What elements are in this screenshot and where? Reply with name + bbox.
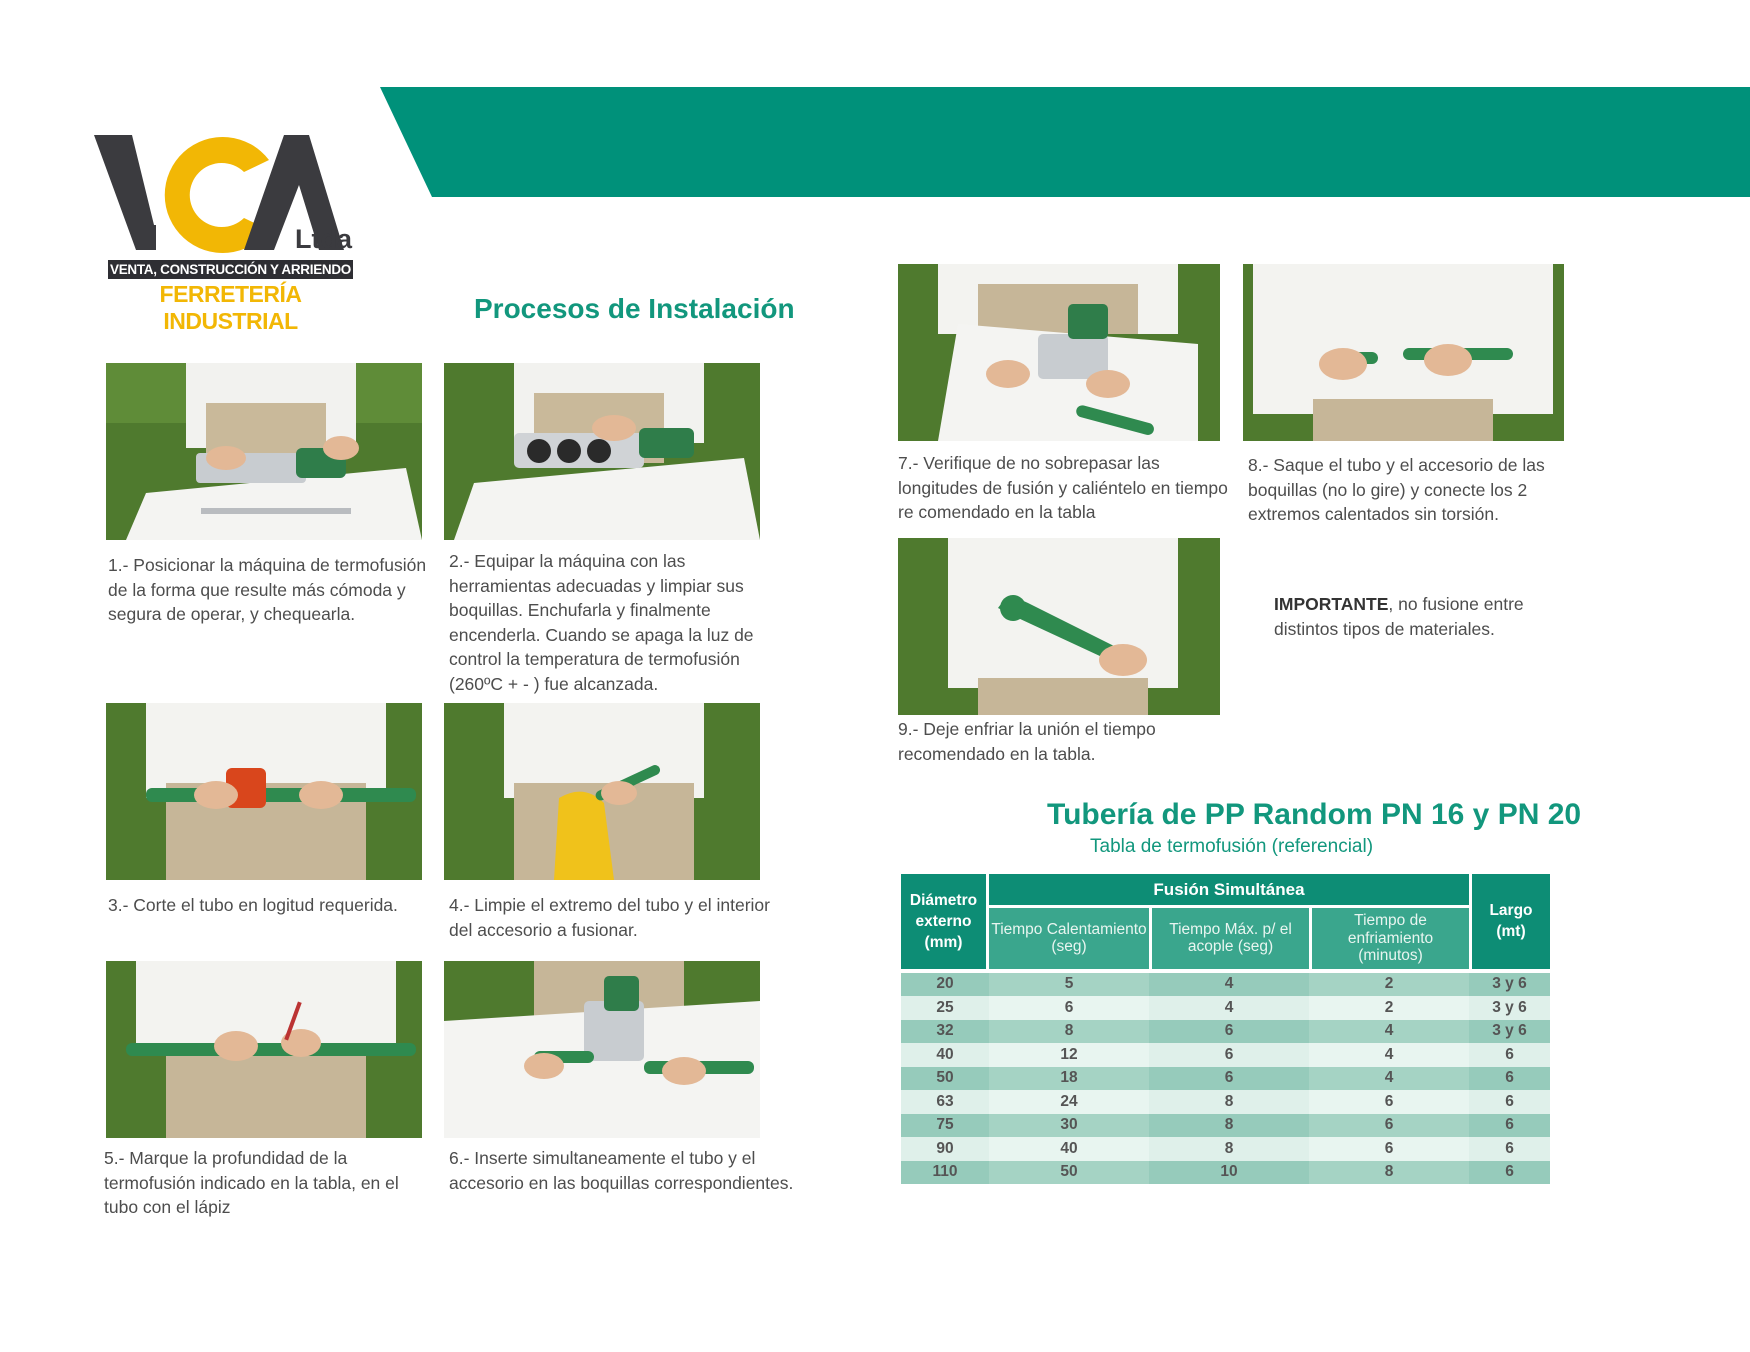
table-row — [901, 1067, 1550, 1091]
cell-max: 8 — [1149, 1090, 1309, 1114]
cell-max: 6 — [1149, 1067, 1309, 1091]
table-title: Tubería de PP Random PN 16 y PN 20 — [1047, 798, 1582, 831]
cell-diameter: 63 — [901, 1090, 989, 1114]
cell-diameter: 40 — [901, 1043, 989, 1067]
cell-length: 3 y 6 — [1469, 973, 1550, 997]
col-max-header: Tiempo Máx. p/ el acople (seg) — [1149, 908, 1309, 969]
cell-cool: 6 — [1309, 1137, 1469, 1161]
cell-heat: 8 — [989, 1020, 1149, 1044]
cell-diameter: 25 — [901, 996, 989, 1020]
step-2-caption: 2.- Equipar la máquina con las herramientas adecuadas y limpiar sus boquillas. Enchufarla y finalmente encenderla. Cuando se apaga la luz de control la temperatura de termofusión (260ºC + - ) fue alcanzada. — [449, 551, 754, 694]
cell-diameter: 90 — [901, 1137, 989, 1161]
header-banner — [380, 87, 1750, 197]
cell-diameter: 32 — [901, 1020, 989, 1044]
cell-heat: 40 — [989, 1137, 1149, 1161]
step-1-photo — [106, 363, 422, 540]
col-heat-header: Tiempo Calentamiento (seg) — [989, 908, 1149, 969]
cell-max: 6 — [1149, 1043, 1309, 1067]
step-8-caption: 8.- Saque el tubo y el accesorio de las boquillas (no lo gire) y conecte los 2 extremos calentados sin torsión. — [1248, 455, 1545, 524]
cell-length: 6 — [1469, 1043, 1550, 1067]
cell-diameter: 110 — [901, 1161, 989, 1185]
cell-length: 3 y 6 — [1469, 1020, 1550, 1044]
table-subtitle: Tabla de termofusión (referencial) — [1090, 836, 1374, 857]
cell-cool: 4 — [1309, 1043, 1469, 1067]
step-2-photo — [444, 363, 760, 540]
cell-diameter: 20 — [901, 973, 989, 997]
cell-max: 8 — [1149, 1137, 1309, 1161]
cell-heat: 5 — [989, 973, 1149, 997]
cell-length: 3 y 6 — [1469, 996, 1550, 1020]
important-text: , no fusione entre distintos tipos de materiales. — [1274, 594, 1524, 639]
cell-max: 6 — [1149, 1020, 1309, 1044]
logo-subtitle: FERRETERÍA INDUSTRIAL — [159, 281, 302, 334]
step-6-photo — [444, 961, 760, 1138]
cell-heat: 24 — [989, 1090, 1149, 1114]
step-5-photo — [106, 961, 422, 1138]
cell-heat: 12 — [989, 1043, 1149, 1067]
cell-max: 4 — [1149, 996, 1309, 1020]
important-label: IMPORTANTE — [1274, 594, 1389, 614]
cell-length: 6 — [1469, 1161, 1550, 1185]
cell-length: 6 — [1469, 1114, 1550, 1138]
cell-length: 6 — [1469, 1137, 1550, 1161]
col-cool-header: Tiempo de enfriamiento (minutos) — [1309, 908, 1469, 969]
important-note — [1274, 592, 1554, 641]
col-length-header: Largo (mt) — [1469, 874, 1550, 969]
step-1-caption: 1.- Posicionar la máquina de termofusión de la forma que resulte más cómoda y segura de operar, y chequearla. — [108, 555, 427, 624]
step-9-photo — [898, 538, 1220, 715]
step-6-caption: 6.- Inserte simultaneamente el tubo y el accesorio en las boquillas correspondientes. — [449, 1148, 794, 1193]
table-row — [901, 1020, 1550, 1044]
cell-length: 6 — [1469, 1090, 1550, 1114]
step-9-caption: 9.- Deje enfriar la unión el tiempo recomendado en la tabla. — [898, 719, 1156, 764]
col-diameter-header: Diámetro externo (mm) — [901, 874, 989, 969]
cell-max: 10 — [1149, 1161, 1309, 1185]
step-8-photo — [1243, 264, 1564, 441]
table-row — [901, 1090, 1550, 1114]
cell-max: 4 — [1149, 973, 1309, 997]
step-4-caption: 4.- Limpie el extremo del tubo y el interior del accesorio a fusionar. — [449, 895, 770, 940]
step-3-caption: 3.- Corte el tubo en logitud requerida. — [108, 895, 398, 915]
cell-max: 8 — [1149, 1114, 1309, 1138]
col-group-header: Fusión Simultánea — [989, 874, 1469, 908]
cell-heat: 6 — [989, 996, 1149, 1020]
cell-heat: 50 — [989, 1161, 1149, 1185]
cell-cool: 4 — [1309, 1067, 1469, 1091]
section-title: Procesos de Instalación — [474, 293, 795, 324]
step-3-photo — [106, 703, 422, 880]
cell-cool: 2 — [1309, 973, 1469, 997]
logo-tagline: VENTA, CONSTRUCCIÓN Y ARRIENDO — [109, 262, 352, 277]
cell-cool: 4 — [1309, 1020, 1469, 1044]
step-4-photo — [444, 703, 760, 880]
step-7-photo — [898, 264, 1220, 441]
step-5-caption: 5.- Marque la profundidad de la termofusión indicado en la tabla, en el tubo con el lápiz — [104, 1148, 399, 1217]
fusion-table — [901, 874, 1550, 1184]
table-row — [901, 1114, 1550, 1138]
table-row — [901, 1043, 1550, 1067]
cell-heat: 18 — [989, 1067, 1149, 1091]
table-row — [901, 1137, 1550, 1161]
cell-cool: 6 — [1309, 1090, 1469, 1114]
logo-ltda: Ltda — [295, 224, 352, 254]
table-row — [901, 1161, 1550, 1185]
cell-diameter: 75 — [901, 1114, 989, 1138]
cell-diameter: 50 — [901, 1067, 989, 1091]
cell-cool: 2 — [1309, 996, 1469, 1020]
cell-cool: 6 — [1309, 1114, 1469, 1138]
step-7-caption: 7.- Verifique de no sobrepasar las longitudes de fusión y caliéntelo en tiempo re comendado en la tabla — [898, 453, 1228, 522]
cell-cool: 8 — [1309, 1161, 1469, 1185]
table-row — [901, 973, 1550, 997]
table-row — [901, 996, 1550, 1020]
fusion-table-body — [901, 973, 1550, 1185]
cell-heat: 30 — [989, 1114, 1149, 1138]
cell-length: 6 — [1469, 1067, 1550, 1091]
